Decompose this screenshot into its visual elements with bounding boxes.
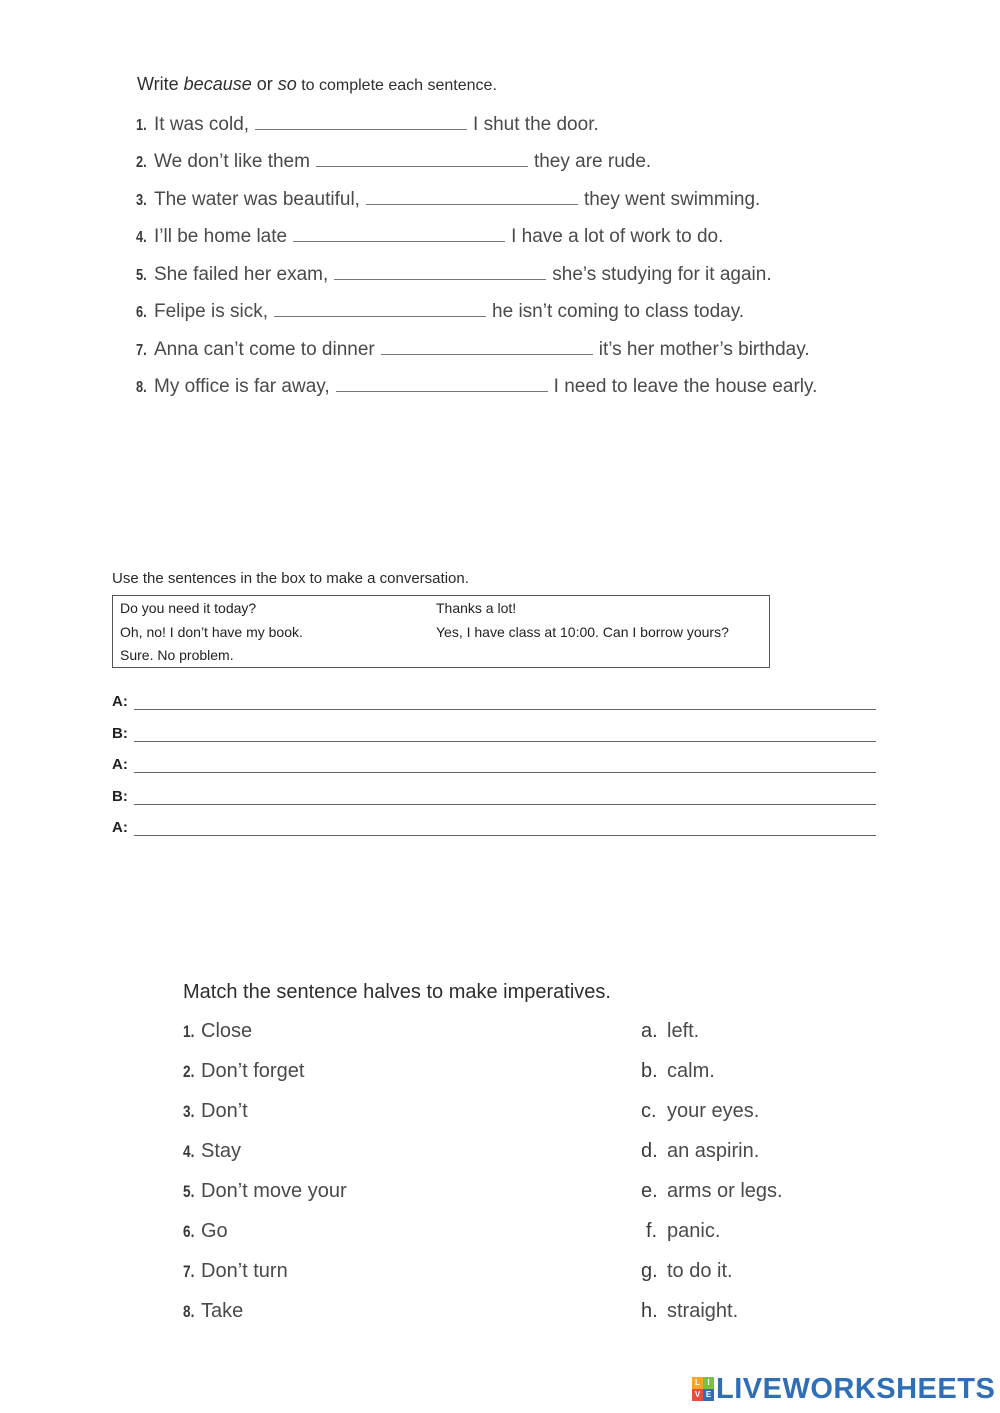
- dialogue-answer-line[interactable]: [134, 758, 876, 773]
- liveworksheets-logo: [692, 1374, 995, 1404]
- dialogue-answer-line[interactable]: [134, 790, 876, 805]
- answer-blank[interactable]: [293, 223, 505, 242]
- exercise-1-title: Write because or so to complete each sentence.: [137, 74, 497, 94]
- answer-blank[interactable]: [316, 148, 528, 167]
- box-sentence: Do you need it today?: [120, 600, 257, 616]
- dialogue-row: B:: [112, 722, 876, 742]
- logo-text: LIVEWORKSHEETS: [716, 1372, 996, 1405]
- box-sentence: Thanks a lot!: [436, 600, 517, 616]
- dialogue-row: A:: [112, 753, 876, 773]
- sentence-box: [112, 595, 770, 668]
- sentence-row: 5. She failed her exam, she’s studying for it again.: [136, 261, 772, 285]
- dialogue-row: B:: [112, 785, 876, 805]
- answer-blank[interactable]: [334, 261, 546, 280]
- answer-blank[interactable]: [274, 298, 486, 317]
- box-sentence: Oh, no! I don’t have my book.: [120, 624, 303, 640]
- logo-mark-letter: L: [692, 1377, 703, 1389]
- match-left-item[interactable]: 3. Don’t: [183, 1100, 248, 1122]
- sentence-row: 2. We don’t like them they are rude.: [136, 148, 651, 172]
- match-right-item[interactable]: a. left.: [641, 1020, 700, 1042]
- match-right-item[interactable]: c. your eyes.: [641, 1100, 760, 1122]
- logo-mark-icon: [692, 1377, 714, 1401]
- answer-blank[interactable]: [255, 111, 467, 130]
- sentence-row: 3. The water was beautiful, they went swimming.: [136, 186, 760, 210]
- match-left-item[interactable]: 7. Don’t turn: [183, 1260, 288, 1282]
- box-sentence: Yes, I have class at 10:00. Can I borrow yours?: [436, 624, 729, 640]
- dialogue-row: A:: [112, 690, 876, 710]
- match-right-item[interactable]: f. panic.: [646, 1220, 721, 1242]
- sentence-row: 6. Felipe is sick, he isn’t coming to class today.: [136, 298, 744, 322]
- sentence-row: 1. It was cold, I shut the door.: [136, 111, 599, 135]
- logo-mark-letter: E: [703, 1389, 714, 1401]
- dialogue-answer-line[interactable]: [134, 727, 876, 742]
- dialogue-row: A:: [112, 816, 876, 836]
- box-sentence: Sure. No problem.: [120, 647, 234, 663]
- match-right-item[interactable]: d. an aspirin.: [641, 1140, 760, 1162]
- sentence-row: 4. I’ll be home late I have a lot of work to do.: [136, 223, 723, 247]
- match-right-item[interactable]: b. calm.: [641, 1060, 715, 1082]
- match-left-item[interactable]: 8. Take: [183, 1300, 244, 1322]
- match-right-item[interactable]: h. straight.: [641, 1300, 739, 1322]
- sentence-row: 7. Anna can’t come to dinner it’s her mother’s birthday.: [136, 336, 810, 360]
- dialogue-answer-line[interactable]: [134, 821, 876, 836]
- logo-mark-letter: I: [703, 1377, 714, 1389]
- answer-blank[interactable]: [366, 186, 578, 205]
- match-left-item[interactable]: 4. Stay: [183, 1140, 242, 1162]
- dialogue-answer-line[interactable]: [134, 695, 876, 710]
- answer-blank[interactable]: [336, 373, 548, 392]
- match-left-item[interactable]: 2. Don’t forget: [183, 1060, 305, 1082]
- answer-blank[interactable]: [381, 336, 593, 355]
- match-right-item[interactable]: e. arms or legs.: [641, 1180, 783, 1202]
- match-left-item[interactable]: 6. Go: [183, 1220, 228, 1242]
- sentence-row: 8. My office is far away, I need to leave the house early.: [136, 373, 817, 397]
- logo-mark-letter: V: [692, 1389, 703, 1401]
- exercise-2-title: Use the sentences in the box to make a conversation.: [112, 570, 469, 587]
- match-left-item[interactable]: 1. Close: [183, 1020, 253, 1042]
- match-right-item[interactable]: g. to do it.: [641, 1260, 733, 1282]
- match-left-item[interactable]: 5. Don’t move your: [183, 1180, 347, 1202]
- exercise-3-title: Match the sentence halves to make imperatives.: [183, 981, 611, 1003]
